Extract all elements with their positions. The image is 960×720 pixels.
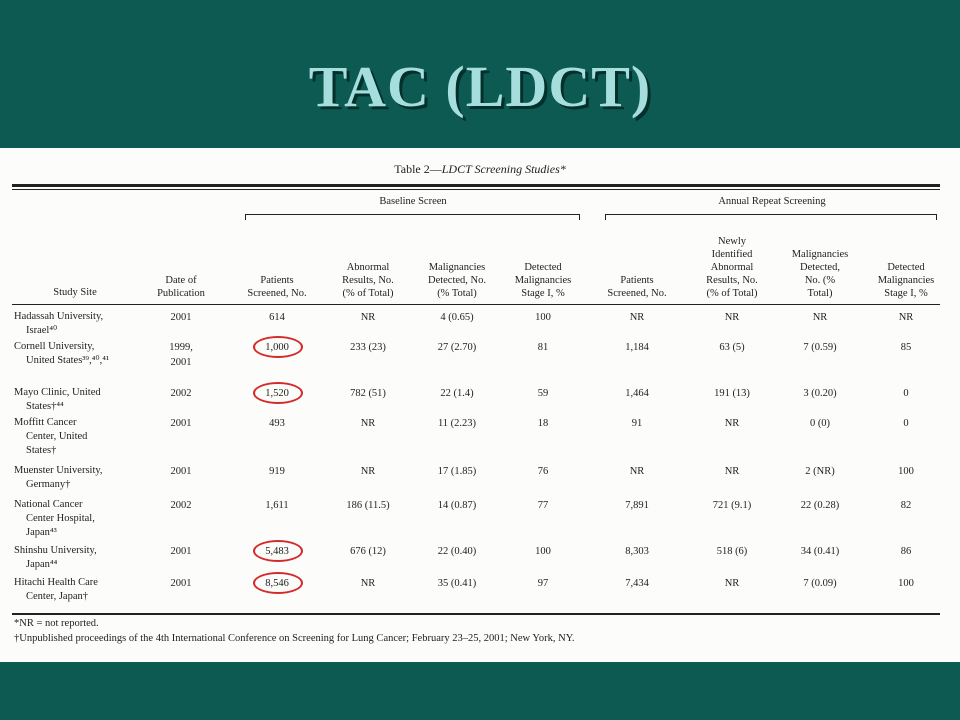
cell-b-abnormal: 186 (11.5) xyxy=(346,500,390,511)
cell-b-stage: 97 xyxy=(537,578,549,589)
cell-a-patients: 7,891 xyxy=(625,500,649,511)
site-line: Germany† xyxy=(26,479,71,490)
cell-a-newly: 191 (13) xyxy=(714,388,750,399)
colhead-line: Malignancies xyxy=(514,275,572,286)
cell-a-patients: 8,303 xyxy=(625,546,649,557)
colhead-line: (% of Total) xyxy=(342,288,394,299)
bottom-rule xyxy=(12,613,940,615)
cell-b-malig: 22 (1.4) xyxy=(440,388,474,399)
colhead-line: Total) xyxy=(807,288,833,299)
site-line: Cornell University, xyxy=(14,341,95,352)
colhead-a-patients xyxy=(600,274,674,300)
colhead-line: Patients xyxy=(620,275,654,286)
cell-a-patients: 7,434 xyxy=(625,578,649,589)
cell-a-patients: NR xyxy=(629,466,645,477)
colhead-line: Screened, No. xyxy=(607,288,667,299)
group-annual-repeat: Annual Repeat Screening xyxy=(718,196,826,207)
cell-b-abnormal: NR xyxy=(360,312,376,323)
cell-a-newly: NR xyxy=(724,312,740,323)
cell-b-malig: 22 (0.40) xyxy=(437,546,477,557)
colhead-line: Newly xyxy=(718,236,746,247)
colhead-line: Malignancies xyxy=(791,249,849,260)
cell-b-malig: 11 (2.23) xyxy=(437,418,477,429)
colhead-line: Detected xyxy=(887,262,925,273)
cell-a-newly: NR xyxy=(724,466,740,477)
baseline-bracket xyxy=(245,214,580,220)
cell-b-patients: 8,546 xyxy=(265,578,289,589)
site-line: Center Hospital, xyxy=(26,513,95,524)
cell-a-newly: NR xyxy=(724,578,740,589)
site-line: Center, United xyxy=(26,431,88,442)
footnote-unpublished: †Unpublished proceedings of the 4th International Conference on Screening for Lung Cancer; February 23–25, 2001; New York, NY. xyxy=(14,633,575,644)
cell-a-stage: 85 xyxy=(900,342,912,353)
cell-date: 2001 xyxy=(170,418,192,429)
cell-b-abnormal: 233 (23) xyxy=(350,342,386,353)
colhead-line: Results, No. xyxy=(706,275,758,286)
top-rule-thin xyxy=(12,189,940,190)
cell-site xyxy=(14,386,132,414)
colhead-line: Stage I, % xyxy=(521,288,565,299)
colhead-line: (% of Total) xyxy=(706,288,758,299)
site-line: Israel⁴⁰ xyxy=(26,325,58,336)
colhead-line: Patients xyxy=(260,275,294,286)
highlight-circle xyxy=(253,382,303,404)
colhead-line: Stage I, % xyxy=(884,288,928,299)
site-line: States† xyxy=(26,445,57,456)
slide-title: TAC (LDCT) xyxy=(308,54,652,119)
cell-a-patients: NR xyxy=(629,312,645,323)
cell-b-stage: 76 xyxy=(537,466,549,477)
site-line: Japan⁴³ xyxy=(26,527,57,538)
cell-b-malig: 14 (0.87) xyxy=(437,500,477,511)
cell-a-newly: 518 (6) xyxy=(716,546,748,557)
site-line: Shinshu University, xyxy=(14,545,97,556)
cell-site xyxy=(14,340,132,368)
site-line: Moffitt Cancer xyxy=(14,417,77,428)
site-line: Japan⁴⁴ xyxy=(26,559,58,570)
cell-a-newly: NR xyxy=(724,418,740,429)
cell-date: 2001 xyxy=(170,578,192,589)
top-rule xyxy=(12,184,940,187)
cell-b-patients: 614 xyxy=(269,312,285,323)
cell-a-malig: NR xyxy=(812,312,828,323)
cell-b-malig: 27 (2.70) xyxy=(437,342,477,353)
site-line: Muenster University, xyxy=(14,465,103,476)
cell-a-newly: 63 (5) xyxy=(719,342,745,353)
cell-b-abnormal: NR xyxy=(360,578,376,589)
cell-b-stage: 59 xyxy=(537,388,549,399)
colhead-a-malig xyxy=(780,248,860,300)
cell-date: 2001 xyxy=(170,546,192,557)
highlight-circle xyxy=(253,336,303,358)
cell-b-stage: 81 xyxy=(537,342,549,353)
cell-a-stage: 100 xyxy=(898,578,914,589)
colhead-line: Screened, No. xyxy=(247,288,307,299)
group-baseline-screen: Baseline Screen xyxy=(379,196,447,207)
cell-b-stage: 100 xyxy=(535,312,551,323)
cell-b-patients: 5,483 xyxy=(265,546,289,557)
cell-a-stage: 0 xyxy=(903,418,909,429)
colhead-line: Date of xyxy=(165,275,197,286)
colhead-line: Detected, No. xyxy=(427,275,487,286)
cell-date: 1999, 2001 xyxy=(169,342,193,368)
cell-a-stage: 100 xyxy=(898,466,914,477)
site-line: United States³⁹,⁴⁰,⁴¹ xyxy=(26,355,110,366)
cell-a-stage: NR xyxy=(898,312,914,323)
colhead-line: Detected, xyxy=(800,262,840,273)
colhead-line: No. (% xyxy=(804,275,836,286)
footnote-nr: *NR = not reported. xyxy=(14,618,99,629)
colhead-line: Identified xyxy=(711,249,753,260)
cell-a-malig: 34 (0.41) xyxy=(800,546,840,557)
annual-bracket xyxy=(605,214,937,220)
table-caption xyxy=(0,162,960,177)
cell-a-stage: 86 xyxy=(900,546,912,557)
site-line: Center, Japan† xyxy=(26,591,88,602)
cell-a-stage: 0 xyxy=(903,388,909,399)
cell-a-newly: 721 (9.1) xyxy=(712,500,752,511)
cell-a-patients: 1,184 xyxy=(625,342,649,353)
colhead-b-stage xyxy=(508,261,578,300)
cell-a-malig: 22 (0.28) xyxy=(800,500,840,511)
cell-date: 2002 xyxy=(170,388,192,399)
site-line: States†⁴⁴ xyxy=(26,401,64,412)
cell-a-malig: 7 (0.59) xyxy=(803,342,837,353)
cell-b-abnormal: NR xyxy=(360,466,376,477)
cell-b-abnormal: 782 (51) xyxy=(350,388,386,399)
site-line: Hadassah University, xyxy=(14,311,104,322)
cell-b-malig: 4 (0.65) xyxy=(440,312,474,323)
cell-b-patients: 1,611 xyxy=(265,500,289,511)
highlight-circle xyxy=(253,572,303,594)
cell-b-patients: 1,520 xyxy=(265,388,289,399)
colhead-a-newly xyxy=(690,235,774,300)
cell-b-patients: 1,000 xyxy=(265,342,289,353)
cell-b-malig: 17 (1.85) xyxy=(437,466,477,477)
cell-a-malig: 2 (NR) xyxy=(805,466,835,477)
colhead-line: Publication xyxy=(157,288,205,299)
cell-b-abnormal: 676 (12) xyxy=(350,546,386,557)
table-caption-title: LDCT Screening Studies* xyxy=(441,162,566,176)
cell-date: 2001 xyxy=(170,312,192,323)
colhead-line: (% Total) xyxy=(437,288,477,299)
cell-a-patients: 91 xyxy=(631,418,643,429)
colhead-b-malig xyxy=(414,261,500,300)
cell-site xyxy=(14,576,132,604)
cell-b-stage: 100 xyxy=(535,546,551,557)
cell-site xyxy=(14,310,132,338)
bottom-band xyxy=(0,662,960,720)
colhead-date xyxy=(145,274,217,300)
colhead-b-patients xyxy=(240,274,314,300)
cell-site xyxy=(14,498,132,540)
colhead-line: Detected xyxy=(524,262,562,273)
cell-b-malig: 35 (0.41) xyxy=(437,578,477,589)
table-caption-prefix: Table 2— xyxy=(394,162,442,176)
cell-a-malig: 7 (0.09) xyxy=(803,578,837,589)
colhead-site: Study Site xyxy=(53,287,97,298)
cell-date: 2001 xyxy=(170,466,192,477)
cell-b-patients: 919 xyxy=(269,466,285,477)
cell-site xyxy=(14,464,132,492)
cell-b-stage: 77 xyxy=(537,500,549,511)
cell-b-stage: 18 xyxy=(537,418,549,429)
colhead-line: Abnormal xyxy=(346,262,390,273)
cell-a-malig: 0 (0) xyxy=(809,418,831,429)
colhead-line: Results, No. xyxy=(342,275,394,286)
table-image xyxy=(0,148,960,662)
cell-a-stage: 82 xyxy=(900,500,912,511)
cell-a-patients: 1,464 xyxy=(625,388,649,399)
colhead-line: Malignancies xyxy=(877,275,935,286)
cell-site xyxy=(14,544,132,572)
highlight-circle xyxy=(253,540,303,562)
cell-a-malig: 3 (0.20) xyxy=(803,388,837,399)
colhead-b-abnormal xyxy=(328,261,408,300)
cell-b-abnormal: NR xyxy=(360,418,376,429)
site-line: Mayo Clinic, United xyxy=(14,387,101,398)
site-line: Hitachi Health Care xyxy=(14,577,98,588)
cell-site xyxy=(14,416,132,458)
colhead-a-stage xyxy=(868,261,944,300)
colhead-line: Abnormal xyxy=(710,262,754,273)
site-line: National Cancer xyxy=(14,499,83,510)
cell-date: 2002 xyxy=(170,500,192,511)
header-rule xyxy=(12,304,940,305)
cell-b-patients: 493 xyxy=(269,418,285,429)
colhead-line: Malignancies xyxy=(428,262,486,273)
